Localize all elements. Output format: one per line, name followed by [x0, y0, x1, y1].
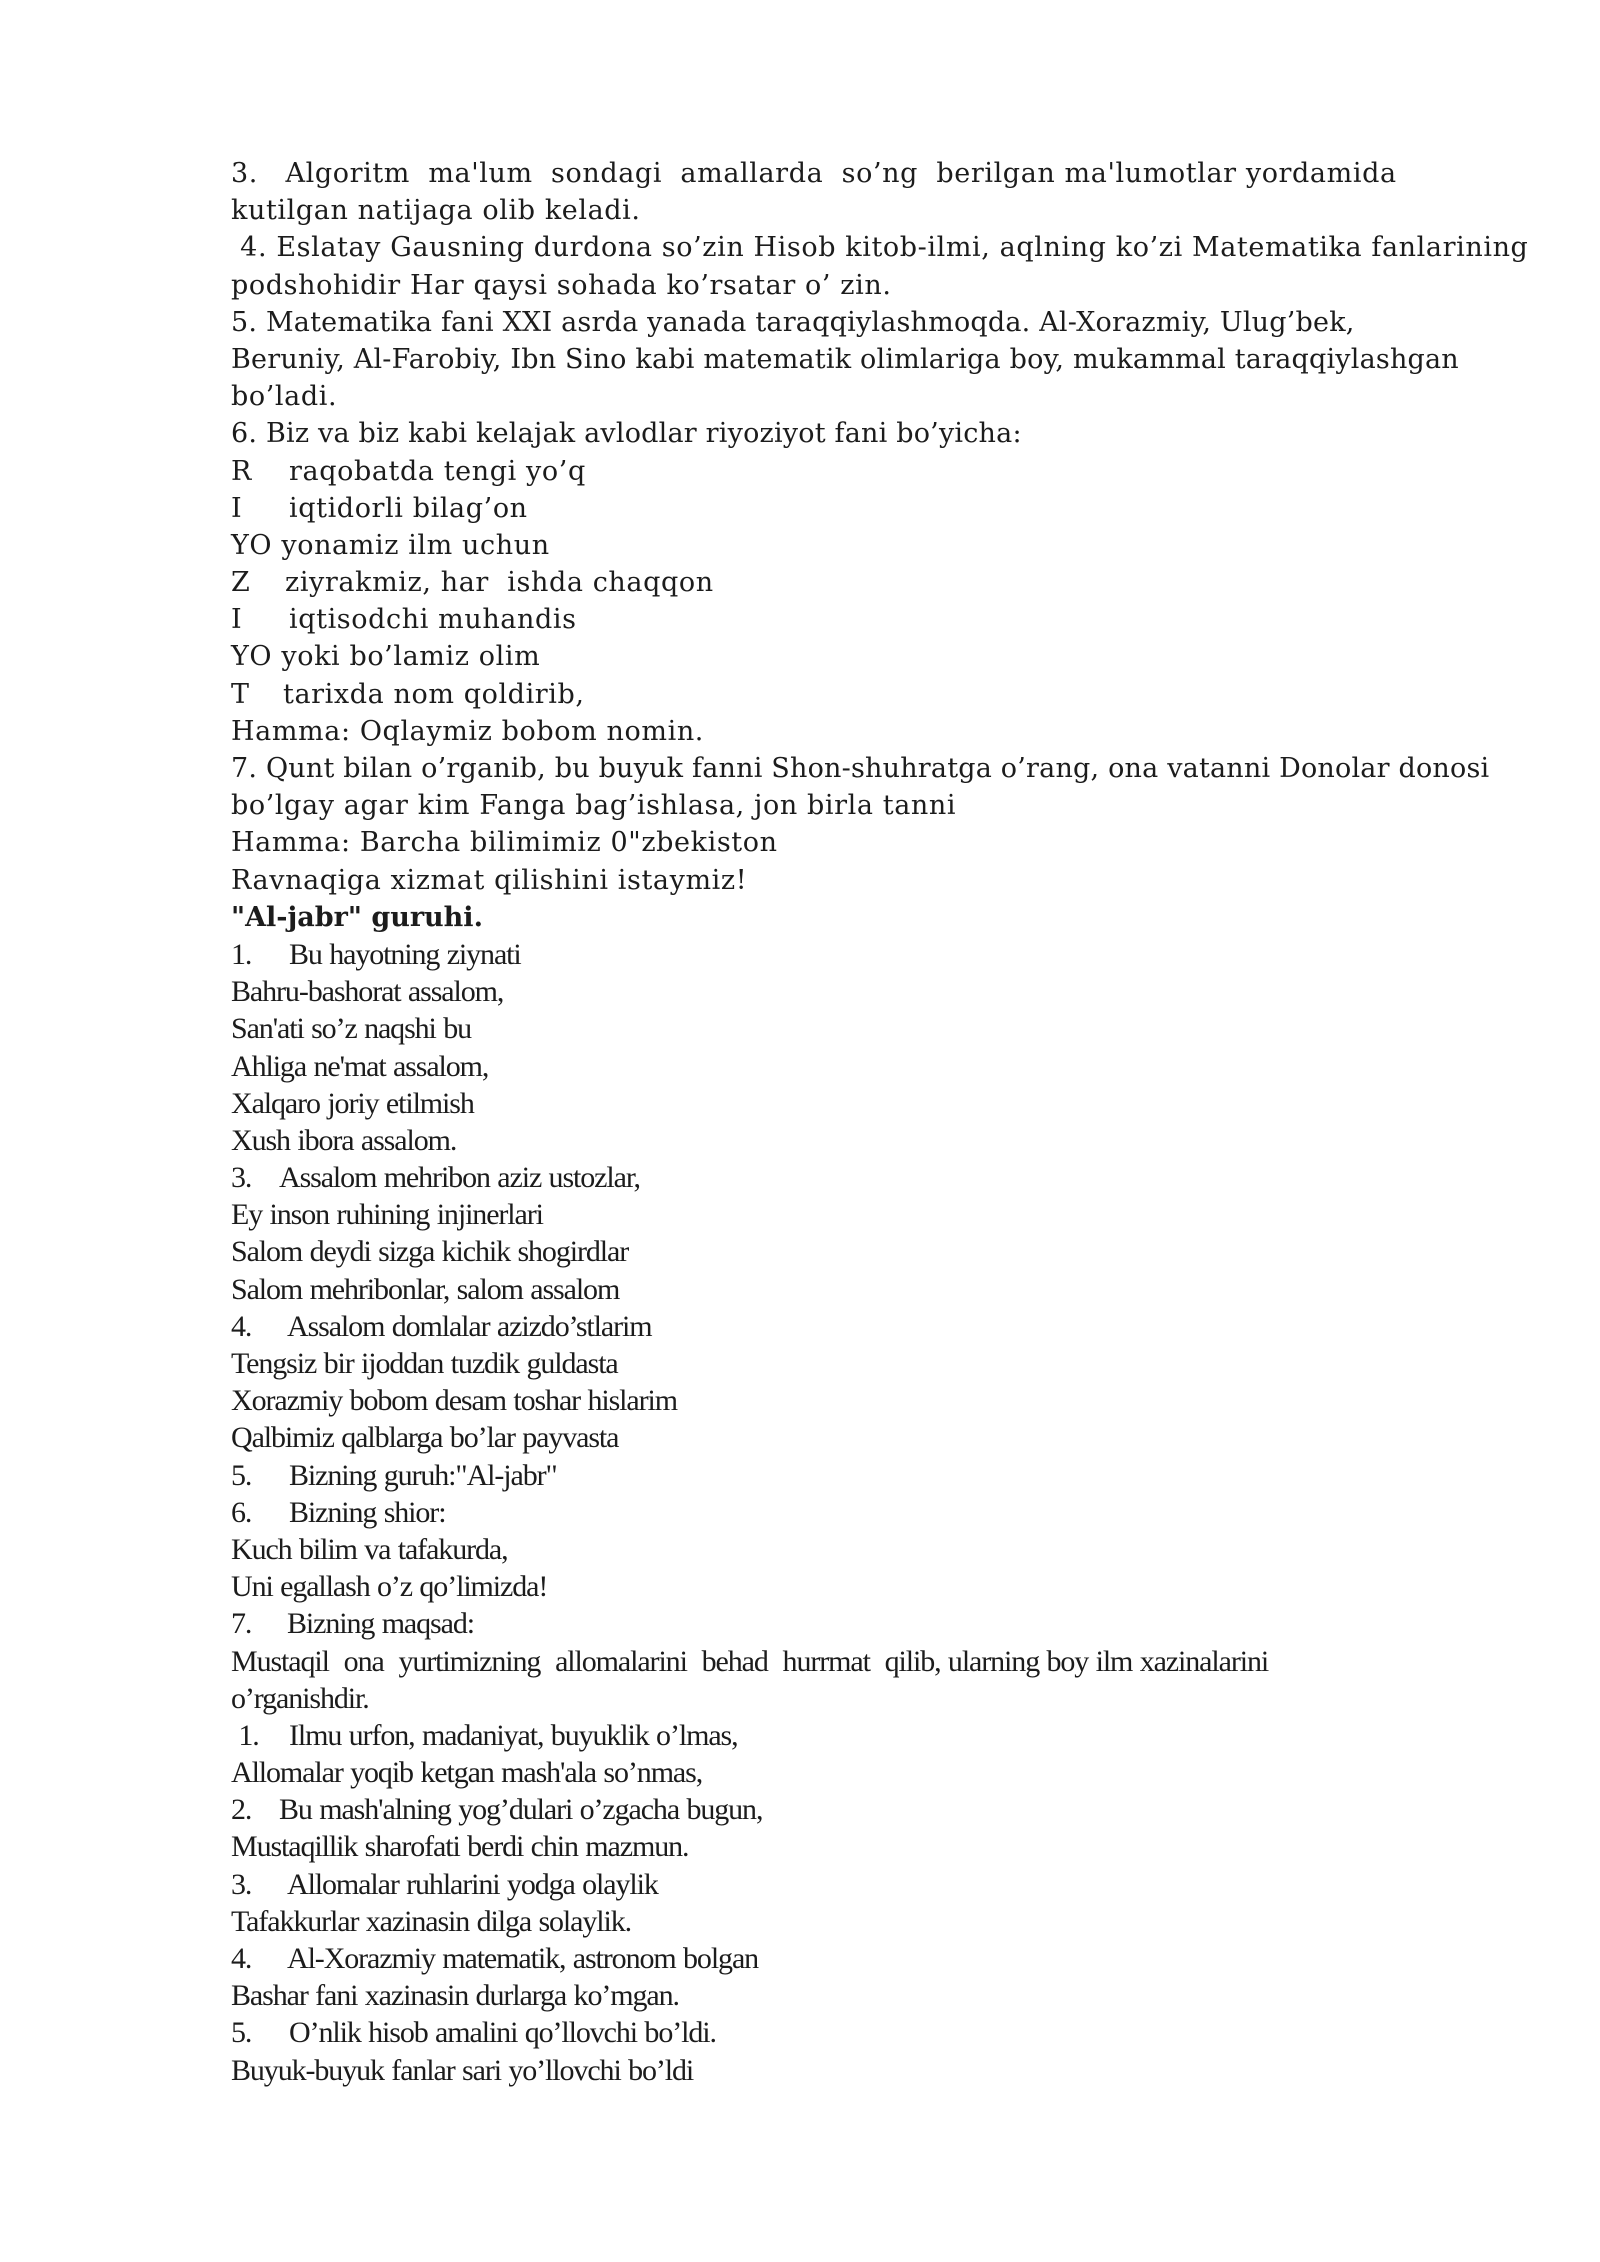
- text-line: 5. Matematika fani XXI asrda yanada taraqqiylashmoqda. Al-Xorazmiy, Ulug’bek,: [231, 306, 1355, 338]
- acrostic-line: [231, 453, 1471, 490]
- acrostic-line: [231, 601, 1471, 638]
- text-line: bo’lgay agar kim Fanga bag’ishlasa, jon birla tanni: [231, 790, 957, 822]
- acrostic-letter: R: [231, 455, 252, 487]
- poem-line: [231, 936, 1471, 973]
- poem-text: Bizning maqsad:: [287, 1607, 474, 1641]
- poem-line: Xush ibora assalom.: [231, 1123, 457, 1157]
- text-line: kutilgan natijaga olib keladi.: [231, 195, 641, 227]
- acrostic-letter: Z: [231, 567, 251, 599]
- poem-line: Xalqaro joriy etilmish: [231, 1086, 474, 1120]
- acrostic-text: yonamiz ilm uchun: [281, 529, 550, 561]
- poem-number: 6.: [231, 1495, 252, 1529]
- poem-line: Bashar fani xazinasin durlarga ko’mgan.: [231, 1979, 679, 2013]
- poem-number: 1.: [231, 1718, 259, 1752]
- poem-line: Bahru-bashorat assalom,: [231, 975, 504, 1009]
- poem-line: Qalbimiz qalblarga bo’lar payvasta: [231, 1421, 619, 1455]
- acrostic-text: ziyrakmiz, har ishda chaqqon: [285, 567, 714, 599]
- poem-line: [231, 1791, 1471, 1828]
- acrostic-letter: YO: [231, 641, 273, 673]
- text-line: 6. Biz va biz kabi kelajak avlodlar riyoziyot fani bo’yicha:: [231, 418, 1022, 450]
- poem-line: Kuch bilim va tafakurda,: [231, 1532, 508, 1566]
- poem-line: [231, 1866, 1471, 1903]
- acrostic-line: [231, 527, 1471, 564]
- poem-number: 3.: [231, 1867, 252, 1901]
- poem-text: O’nlik hisob amalini qo’llovchi bo’ldi.: [289, 2016, 716, 2050]
- poem-number: 7.: [231, 1607, 252, 1641]
- text-line: Hamma: Oqlaymiz bobom nomin.: [231, 715, 704, 747]
- poem-number: 5.: [231, 1458, 252, 1492]
- poem-line: [231, 2014, 1471, 2051]
- poem-text: Bu mash'alning yog’dulari o’zgacha bugun,: [279, 1793, 763, 1827]
- poem-line: [231, 1940, 1471, 1977]
- poem-line: Salom deydi sizga kichik shogirdlar: [231, 1235, 629, 1269]
- poem-line: [231, 1159, 1471, 1196]
- text-line: Ravnaqiga xizmat qilishini istaymiz!: [231, 864, 748, 896]
- text-line: 3. Algoritm ma'lum sondagi amallarda so’ng berilgan ma'lumotlar yordamida: [231, 158, 1397, 189]
- acrostic-line: [231, 490, 1471, 527]
- group-heading: "Al-jabr" guruhi.: [231, 901, 483, 933]
- poem-line: Ey inson ruhining injinerlari: [231, 1198, 543, 1232]
- poem-line: Buyuk-buyuk fanlar sari yo’llovchi bo’ldi: [231, 2053, 694, 2087]
- acrostic-text: iqtisodchi muhandis: [289, 604, 577, 636]
- poem-text: Assalom domlalar azizdo’stlarim: [287, 1309, 652, 1343]
- poem-line: Allomalar yoqib ketgan mash'ala so’nmas,: [231, 1756, 703, 1790]
- document-body: [231, 155, 1529, 2089]
- poem-number: 4.: [231, 1309, 252, 1343]
- poem-line: Ahliga ne'mat assalom,: [231, 1049, 489, 1083]
- poem-line: [231, 1717, 1471, 1754]
- acrostic-line: [231, 676, 1471, 713]
- text-line: Mustaqil ona yurtimizning allomalarini behad hurrmat qilib, ularning boy ilm xazinalarini: [231, 1644, 1269, 1678]
- poem-line: Xorazmiy bobom desam toshar hislarim: [231, 1384, 677, 1418]
- poem-line: Tengsiz bir ijoddan tuzdik guldasta: [231, 1347, 618, 1380]
- acrostic-text: raqobatda tengi yo’q: [289, 455, 586, 487]
- poem-text: Bizning guruh:"Al-jabr": [289, 1458, 557, 1492]
- text-line: o’rganishdir.: [231, 1681, 369, 1715]
- poem-text: Bizning shior:: [289, 1495, 446, 1529]
- acrostic-letter: I: [231, 604, 243, 636]
- poem-text: Ilmu urfon, madaniyat, buyuklik o’lmas,: [289, 1718, 738, 1752]
- text-line: Hamma: Barcha bilimimiz 0"zbekiston: [231, 827, 778, 859]
- acrostic-text: tarixda nom qoldirib,: [283, 678, 585, 710]
- acrostic-letter: I: [231, 492, 243, 524]
- acrostic-line: [231, 564, 1471, 601]
- acrostic-letter: T: [231, 678, 250, 710]
- poem-text: Assalom mehribon aziz ustozlar,: [279, 1161, 640, 1195]
- text-line: Beruniy, Al-Farobiy, Ibn Sino kabi matematik olimlariga boy, mukammal taraqqiylashgan: [231, 343, 1459, 375]
- poem-line: Tafakkurlar xazinasin dilga solaylik.: [231, 1904, 632, 1938]
- poem-line: [231, 1457, 1471, 1494]
- acrostic-line: [231, 638, 1471, 675]
- acrostic-text: iqtidorli bilag’on: [289, 492, 528, 524]
- text-line: podshohidir Har qaysi sohada ko’rsatar o’ zin.: [231, 269, 892, 301]
- text-line: 4. Eslatay Gausning durdona so’zin Hisob kitob-ilmi, aqlning ko’zi Matematika fanlarining: [231, 232, 1529, 264]
- text-line: 7. Qunt bilan o’rganib, bu buyuk fanni Shon-shuhratga o’rang, ona vatanni Donolar donosi: [231, 753, 1490, 784]
- poem-text: Allomalar ruhlarini yodga olaylik: [287, 1867, 658, 1901]
- poem-text: Bu hayotning ziynati: [289, 937, 521, 971]
- poem-line: [231, 1605, 1471, 1642]
- poem-number: 3.: [231, 1161, 252, 1195]
- poem-line: [231, 1494, 1471, 1531]
- poem-number: 2.: [231, 1793, 252, 1827]
- poem-number: 1.: [231, 937, 252, 971]
- poem-number: 5.: [231, 2016, 252, 2050]
- text-line: bo’ladi.: [231, 381, 338, 413]
- poem-line: Mustaqillik sharofati berdi chin mazmun.: [231, 1830, 689, 1864]
- acrostic-letter: YO: [231, 529, 273, 561]
- poem-number: 4.: [231, 1942, 252, 1975]
- poem-line: Salom mehribonlar, salom assalom: [231, 1272, 620, 1306]
- poem-line: Uni egallash o’z qo’limizda!: [231, 1570, 548, 1604]
- poem-text: Al-Xorazmiy matematik, astronom bolgan: [287, 1942, 759, 1975]
- poem-line: [231, 1308, 1471, 1345]
- acrostic-text: yoki bo’lamiz olim: [281, 641, 541, 673]
- poem-line: San'ati so’z naqshi bu: [231, 1012, 471, 1046]
